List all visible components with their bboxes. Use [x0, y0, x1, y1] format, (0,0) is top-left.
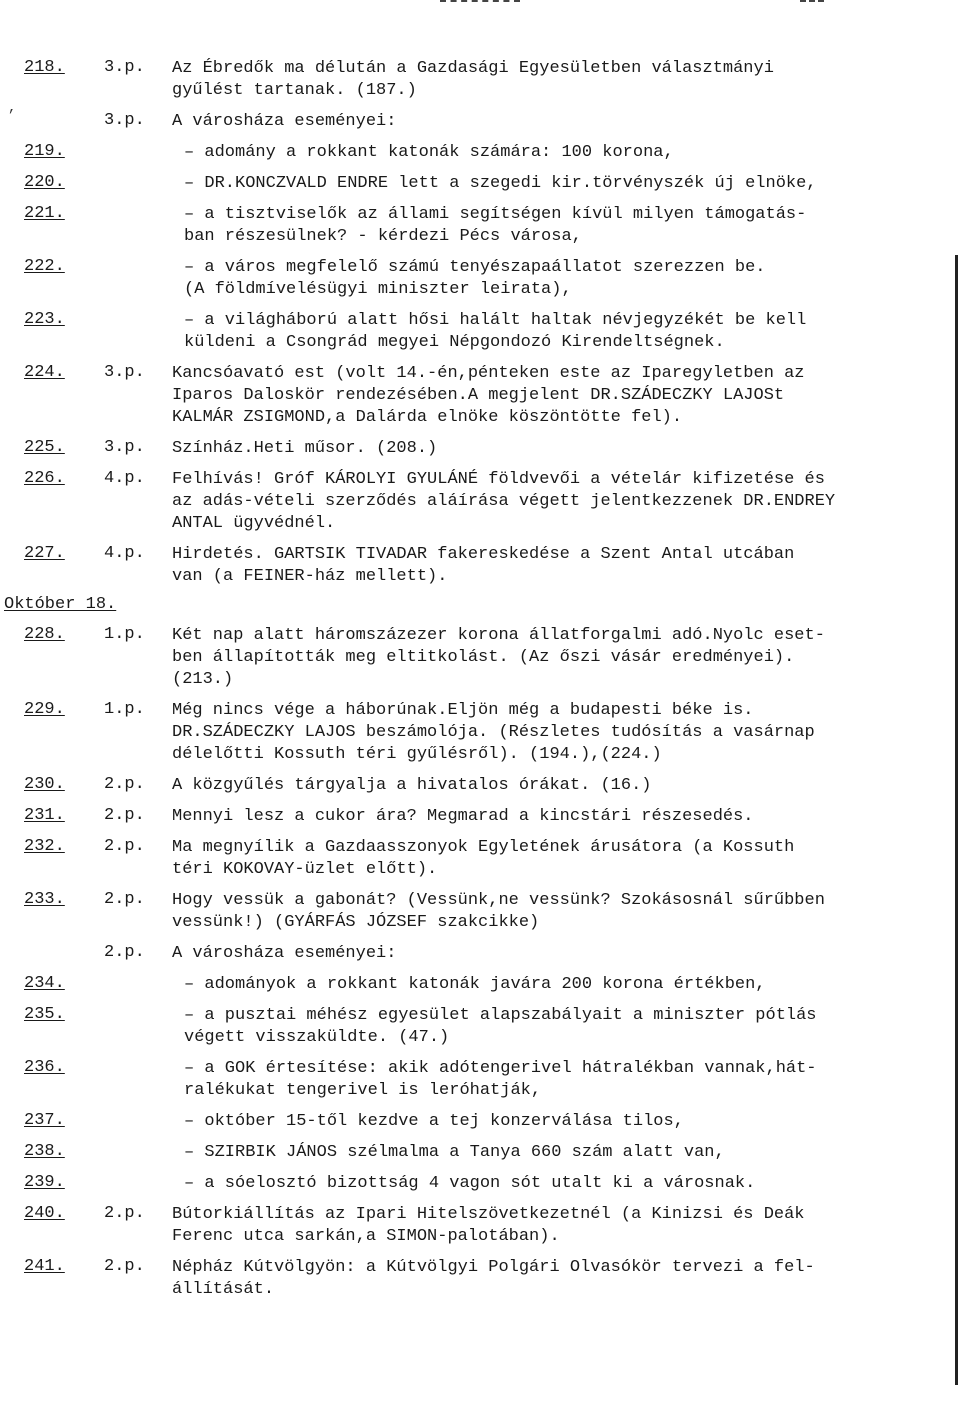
entry-text [172, 544, 892, 588]
entry-page-ref: 2.p. [104, 1257, 145, 1276]
entry-number: 236. [24, 1058, 65, 1077]
entry-text-line: állítását. [172, 1280, 275, 1299]
entry-text [172, 111, 892, 133]
entry-page-ref: 2.p. [104, 943, 145, 962]
entry-text-line: gyűlést tartanak. (187.) [172, 81, 417, 100]
entry-text-line: – a pusztai méhész egyesület alapszabályait a miniszter pótlás [184, 1006, 817, 1025]
entry-text-line: ban részesülnek? - kérdezi Pécs városa, [184, 227, 582, 246]
entry-number: 224. [24, 363, 65, 382]
entry-item [0, 310, 960, 354]
section-date-heading: Október 18. [4, 595, 117, 614]
entry-item [0, 363, 960, 429]
entry-text-line: téri KOKOVAY-üzlet előtt). [172, 860, 438, 879]
entry-text-line: Bútorkiállítás az Ipari Hitelszövetkezetnél (a Kinizsi és Deák [172, 1205, 805, 1224]
entry-text-line: – a világháború alatt hősi halált haltak névjegyzékét be kell [184, 311, 807, 330]
entry-number: 229. [24, 700, 65, 719]
entry-page-ref: 3.p. [104, 363, 145, 382]
entry-text [172, 837, 892, 881]
entry-item [0, 700, 960, 766]
entry-number: 219. [24, 142, 65, 161]
entry-item [0, 111, 960, 133]
entry-page-ref: 2.p. [104, 837, 145, 856]
entry-text [184, 1173, 894, 1195]
entry-number: 238. [24, 1142, 65, 1161]
entry-text-line: ben állapították meg eltitkolást. (Az őszi vásár eredményei). [172, 648, 795, 667]
entry-text-line: Még nincs vége a háborúnak.Eljön még a budapesti béke is. [172, 701, 754, 720]
entry-text-line: – adományok a rokkant katonák javára 200 korona értékben, [184, 975, 766, 994]
entry-text [184, 173, 894, 195]
entry-text-line: végett visszaküldte. (47.) [184, 1028, 450, 1047]
entry-text-line: Színház.Heti műsor. (208.) [172, 439, 438, 458]
entry-number: 226. [24, 469, 65, 488]
entry-text [172, 775, 892, 797]
entry-text [184, 1142, 894, 1164]
entry-item [0, 1058, 960, 1102]
entry-item [0, 1111, 960, 1133]
entry-number: 221. [24, 204, 65, 223]
entry-item [0, 204, 960, 248]
entry-number: 240. [24, 1204, 65, 1223]
entry-text [172, 363, 892, 429]
entry-text-line: Ma megnyílik a Gazdaasszonyok Egyletének árusátora (a Kossuth [172, 838, 795, 857]
entry-text-line: Ferenc utca sarkán,a SIMON-palotában). [172, 1227, 560, 1246]
entry-text-line: (A földmívelésügyi miniszter leirata), [184, 280, 572, 299]
entry-item [0, 775, 960, 797]
entry-number: 222. [24, 257, 65, 276]
entry-item [0, 438, 960, 460]
entry-text-line: vessünk!) (GYÁRFÁS JÓZSEF szakcikke) [172, 913, 540, 932]
entry-number: 227. [24, 544, 65, 563]
entry-item [0, 974, 960, 996]
entry-page-ref: 3.p. [104, 58, 145, 77]
entry-text-line: DR.SZÁDECZKY LAJOS beszámolója. (Részletes tudósítás a vasárnap [172, 723, 815, 742]
entry-text-line: van (a FEINER-ház mellett). [172, 567, 448, 586]
entry-page-ref: 4.p. [104, 469, 145, 488]
entry-list [0, 58, 960, 1301]
entry-text-line: A városháza eseményei: [172, 112, 397, 131]
entry-text [184, 1111, 894, 1133]
entry-text-line: KALMÁR ZSIGMOND,a Dalárda elnöke köszöntötte fel). [172, 408, 683, 427]
entry-page-ref: 1.p. [104, 700, 145, 719]
entry-item [0, 837, 960, 881]
entry-text-line: A közgyűlés tárgyalja a hivatalos órákat. (16.) [172, 776, 652, 795]
entry-text-line: az adás-vételi szerződés aláírása végett jelentkezzenek DR.ENDREY [172, 492, 836, 511]
entry-page-ref: 3.p. [104, 438, 145, 457]
entry-page-ref: 2.p. [104, 806, 145, 825]
entry-text [172, 625, 892, 691]
entry-number: 220. [24, 173, 65, 192]
entry-number: 239. [24, 1173, 65, 1192]
entry-item [0, 1005, 960, 1049]
entry-text-line: ANTAL ügyvédnél. [172, 514, 336, 533]
entry-text [172, 890, 892, 934]
entry-text-line: – a GOK értesítése: akik adótengerivel hátralékban vannak,hát- [184, 1059, 817, 1078]
entry-text [184, 1005, 894, 1049]
entry-text [172, 469, 892, 535]
scan-artifact-top [440, 0, 520, 6]
entry-item [0, 1142, 960, 1164]
entry-text-line: – DR.KONCZVALD ENDRE lett a szegedi kir.törvényszék új elnöke, [184, 174, 817, 193]
entry-page-ref: 2.p. [104, 890, 145, 909]
entry-text [184, 142, 894, 164]
entry-item [0, 625, 960, 691]
entry-text [172, 1257, 892, 1301]
entry-item [0, 943, 960, 965]
entry-text-line: Mennyi lesz a cukor ára? Megmarad a kincstári részesedés. [172, 807, 754, 826]
entry-item [0, 544, 960, 588]
entry-text-line: ralékukat tengerivel is leróhatják, [184, 1081, 542, 1100]
entry-text-line: – a város megfelelő számú tenyészapaállatot szerezzen be. [184, 258, 766, 277]
entry-item [0, 142, 960, 164]
entry-number: 225. [24, 438, 65, 457]
entry-item [0, 173, 960, 195]
entry-page-ref: 4.p. [104, 544, 145, 563]
stray-mark: , [8, 100, 17, 116]
entry-item [0, 806, 960, 828]
entry-text-line: Hirdetés. GARTSIK TIVADAR fakereskedése a Szent Antal utcában [172, 545, 795, 564]
entry-number: 235. [24, 1005, 65, 1024]
entry-number: 232. [24, 837, 65, 856]
entry-item [0, 58, 960, 102]
entry-text-line: – a sóelosztó bizottság 4 vagon sót utalt ki a városnak. [184, 1174, 756, 1193]
entry-text [172, 806, 892, 828]
entry-text-line: Népház Kútvölgyön: a Kútvölgyi Polgári Olvasókör tervezi a fel- [172, 1258, 815, 1277]
entry-text-line: A városháza eseményei: [172, 944, 397, 963]
entry-text-line: Hogy vessük a gabonát? (Vessünk,ne vessünk? Szokásosnál sűrűbben [172, 891, 825, 910]
entry-text [184, 310, 894, 354]
entry-page-ref: 1.p. [104, 625, 145, 644]
entry-text-line: (213.) [172, 670, 234, 689]
entry-number: 233. [24, 890, 65, 909]
entry-text-line: Felhívás! Gróf KÁROLYI GYULÁNÉ földvevői a vételár kifizetése és [172, 470, 825, 489]
entry-number: 237. [24, 1111, 65, 1130]
entry-text [172, 943, 892, 965]
entry-number: 223. [24, 310, 65, 329]
entry-text-line: küldeni a Csongrád megyei Népgondozó Kirendeltségnek. [184, 333, 725, 352]
entry-number: 231. [24, 806, 65, 825]
entry-text-line: – október 15-től kezdve a tej konzerválása tilos, [184, 1112, 684, 1131]
entry-text [172, 1204, 892, 1248]
entry-text-line: délelőtti Kossuth téri gyűlésről). (194.),(224.) [172, 745, 662, 764]
entry-item [0, 1173, 960, 1195]
entry-text [184, 204, 894, 248]
entry-text-line: – a tisztviselők az állami segítségen kívül milyen támogatás- [184, 205, 807, 224]
entry-page-ref: 3.p. [104, 111, 145, 130]
entry-text-line: – SZIRBIK JÁNOS szélmalma a Tanya 660 szám alatt van, [184, 1143, 725, 1162]
entry-text [184, 974, 894, 996]
entry-number: 230. [24, 775, 65, 794]
entry-text-line: Két nap alatt háromszázezer korona állatforgalmi adó.Nyolc eset- [172, 626, 825, 645]
entry-text [184, 1058, 894, 1102]
entry-item [0, 890, 960, 934]
entry-number: 241. [24, 1257, 65, 1276]
entry-text [172, 700, 892, 766]
entry-text [172, 58, 892, 102]
entry-item [0, 257, 960, 301]
entry-item [0, 1257, 960, 1301]
entry-text [184, 257, 894, 301]
entry-text-line: – adomány a rokkant katonák számára: 100 korona, [184, 143, 674, 162]
entry-number: 234. [24, 974, 65, 993]
entry-text-line: Az Ébredők ma délután a Gazdasági Egyesületben választmányi [172, 59, 774, 78]
entry-number: 228. [24, 625, 65, 644]
entry-text [172, 438, 892, 460]
entry-text-line: Iparos Daloskör rendezésében.A megjelent DR.SZÁDECZKY LAJOSt [172, 386, 785, 405]
entry-item [0, 1204, 960, 1248]
entry-number: 218. [24, 58, 65, 77]
entry-page-ref: 2.p. [104, 1204, 145, 1223]
scan-artifact-top-right [800, 0, 824, 6]
entry-text-line: Kancsóavató est (volt 14.-én,pénteken este az Iparegyletben az [172, 364, 805, 383]
entry-page-ref: 2.p. [104, 775, 145, 794]
entry-item [0, 469, 960, 535]
